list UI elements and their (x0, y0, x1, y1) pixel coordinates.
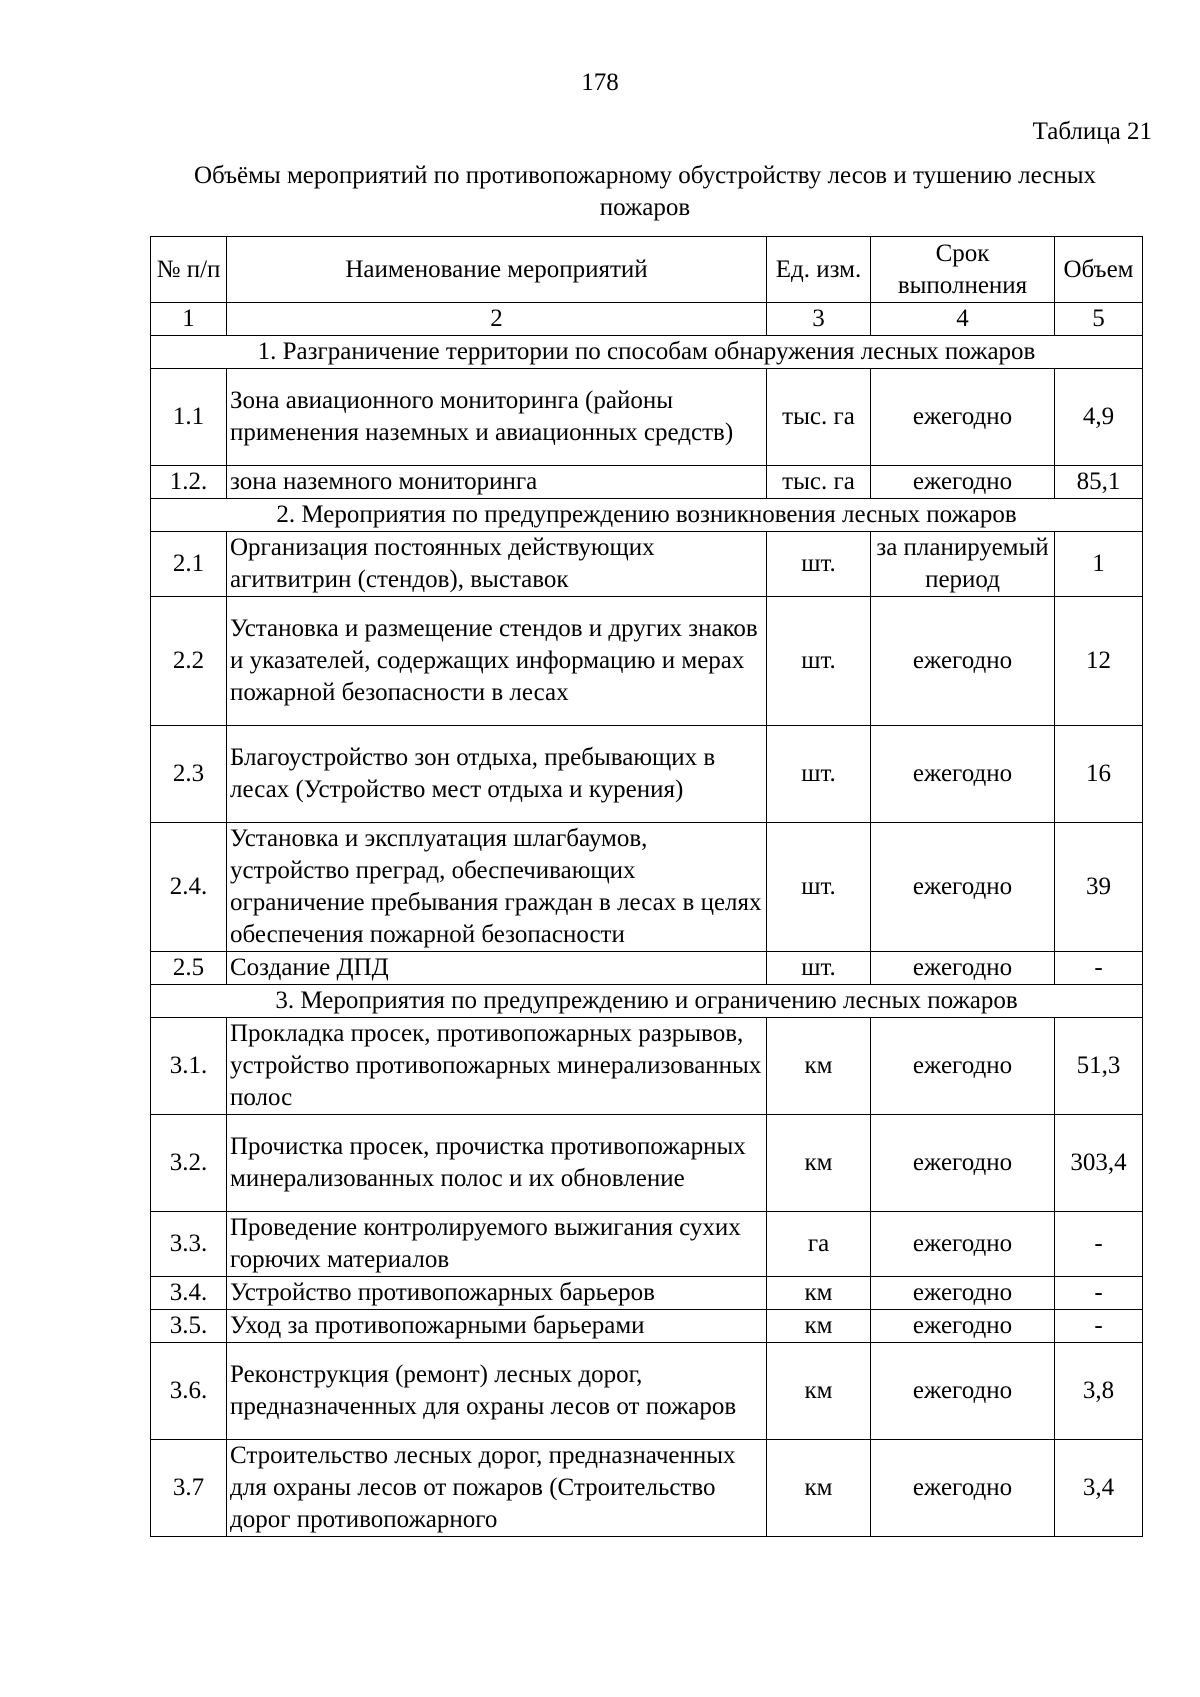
page-number: 178 (581, 69, 619, 96)
section-row (151, 336, 1143, 369)
table-row (151, 1310, 1143, 1343)
row-volume: - (1055, 952, 1143, 985)
row-num: 3.2. (151, 1115, 227, 1212)
row-num: 3.3. (151, 1212, 227, 1277)
row-unit: тыс. га (767, 369, 871, 466)
row-term: ежегодно (871, 1343, 1055, 1440)
row-term: за планируемый период (871, 532, 1055, 597)
column-number: 2 (227, 303, 767, 336)
row-term: ежегодно (871, 369, 1055, 466)
table-row (151, 1115, 1143, 1212)
row-name: Проведение контролируемого выжигания сухих горючих материалов (227, 1212, 767, 1277)
row-num: 2.1 (151, 532, 227, 597)
row-unit: км (767, 1018, 871, 1115)
header-num: № п/п (151, 237, 227, 303)
row-unit: км (767, 1310, 871, 1343)
table-row (151, 1440, 1143, 1537)
table-row (151, 952, 1143, 985)
row-volume: 3,8 (1055, 1343, 1143, 1440)
row-name: Организация постоянных действующих агитвитрин (стендов), выставок (227, 532, 767, 597)
header-unit: Ед. изм. (767, 237, 871, 303)
table-row (151, 597, 1143, 726)
row-volume: - (1055, 1277, 1143, 1310)
header-term: Срок выполнения (871, 237, 1055, 303)
row-num: 2.2 (151, 597, 227, 726)
table-row (151, 823, 1143, 952)
table-row (151, 532, 1143, 597)
row-name: Установка и размещение стендов и других знаков и указателей, содержащих информацию и мерах пожарной безопасности в лесах (227, 597, 767, 726)
row-num: 3.1. (151, 1018, 227, 1115)
row-unit: шт. (767, 532, 871, 597)
column-number: 5 (1055, 303, 1143, 336)
row-num: 3.7 (151, 1440, 227, 1537)
row-unit: га (767, 1212, 871, 1277)
row-term: ежегодно (871, 1212, 1055, 1277)
row-volume: 85,1 (1055, 466, 1143, 499)
row-name: Прочистка просек, прочистка противопожарных минерализованных полос и их обновление (227, 1115, 767, 1212)
column-number: 3 (767, 303, 871, 336)
row-unit: шт. (767, 597, 871, 726)
row-volume: 16 (1055, 726, 1143, 823)
column-number: 4 (871, 303, 1055, 336)
row-name: Зона авиационного мониторинга (районы применения наземных и авиационных средств) (227, 369, 767, 466)
header-volume: Объем (1055, 237, 1143, 303)
column-number: 1 (151, 303, 227, 336)
row-name: Реконструкция (ремонт) лесных дорог, предназначенных для охраны лесов от пожаров (227, 1343, 767, 1440)
section-title: 1. Разграничение территории по способам обнаружения лесных пожаров (151, 336, 1143, 369)
table-row (151, 1018, 1143, 1115)
row-name: зона наземного мониторинга (227, 466, 767, 499)
table-row (151, 726, 1143, 823)
row-term: ежегодно (871, 823, 1055, 952)
row-num: 2.4. (151, 823, 227, 952)
row-unit: тыс. га (767, 466, 871, 499)
section-title: 2. Мероприятия по предупреждению возникновения лесных пожаров (151, 499, 1143, 532)
row-name: Создание ДПД (227, 952, 767, 985)
row-volume: 4,9 (1055, 369, 1143, 466)
row-num: 2.5 (151, 952, 227, 985)
section-row (151, 985, 1143, 1018)
row-name: Благоустройство зон отдыха, пребывающих в лесах (Устройство мест отдыха и курения) (227, 726, 767, 823)
row-term: ежегодно (871, 1018, 1055, 1115)
row-num: 3.6. (151, 1343, 227, 1440)
row-term: ежегодно (871, 1115, 1055, 1212)
table-row (151, 1277, 1143, 1310)
row-term: ежегодно (871, 466, 1055, 499)
row-unit: км (767, 1115, 871, 1212)
row-num: 2.3 (151, 726, 227, 823)
row-term: ежегодно (871, 1440, 1055, 1537)
table-row (151, 1212, 1143, 1277)
header-name: Наименование мероприятий (227, 237, 767, 303)
row-unit: шт. (767, 952, 871, 985)
row-term: ежегодно (871, 597, 1055, 726)
column-number-row (151, 303, 1143, 336)
row-volume: 12 (1055, 597, 1143, 726)
document-title: Объёмы мероприятий по противопожарному обустройству лесов и тушению лесных пожаров (193, 162, 1097, 221)
section-title: 3. Мероприятия по предупреждению и ограничению лесных пожаров (151, 985, 1143, 1018)
row-unit: шт. (767, 823, 871, 952)
row-num: 3.5. (151, 1310, 227, 1343)
table-row (151, 1343, 1143, 1440)
row-volume: 39 (1055, 823, 1143, 952)
row-term: ежегодно (871, 1310, 1055, 1343)
row-term: ежегодно (871, 1277, 1055, 1310)
row-unit: км (767, 1277, 871, 1310)
header-row (151, 237, 1143, 303)
row-name: Строительство лесных дорог, предназначенных для охраны лесов от пожаров (Строительство дорог противопожарного (227, 1440, 767, 1537)
row-term: ежегодно (871, 952, 1055, 985)
row-volume: 51,3 (1055, 1018, 1143, 1115)
table-row (151, 369, 1143, 466)
row-volume: 303,4 (1055, 1115, 1143, 1212)
row-num: 1.1 (151, 369, 227, 466)
row-volume: - (1055, 1310, 1143, 1343)
row-volume: - (1055, 1212, 1143, 1277)
row-volume: 1 (1055, 532, 1143, 597)
row-name: Уход за противопожарными барьерами (227, 1310, 767, 1343)
measures-table (150, 236, 1143, 1537)
row-num: 1.2. (151, 466, 227, 499)
row-name: Прокладка просек, противопожарных разрывов, устройство противопожарных минерализованных полос (227, 1018, 767, 1115)
row-unit: шт. (767, 726, 871, 823)
row-term: ежегодно (871, 726, 1055, 823)
row-num: 3.4. (151, 1277, 227, 1310)
table-label: Таблица 21 (1032, 118, 1152, 145)
row-unit: км (767, 1440, 871, 1537)
section-row (151, 499, 1143, 532)
row-name: Установка и эксплуатация шлагбаумов, устройство преград, обеспечивающих ограничение пребывания граждан в лесах в целях обеспечения пожарной безопасности (227, 823, 767, 952)
row-volume: 3,4 (1055, 1440, 1143, 1537)
table-row (151, 466, 1143, 499)
row-unit: км (767, 1343, 871, 1440)
row-name: Устройство противопожарных барьеров (227, 1277, 767, 1310)
